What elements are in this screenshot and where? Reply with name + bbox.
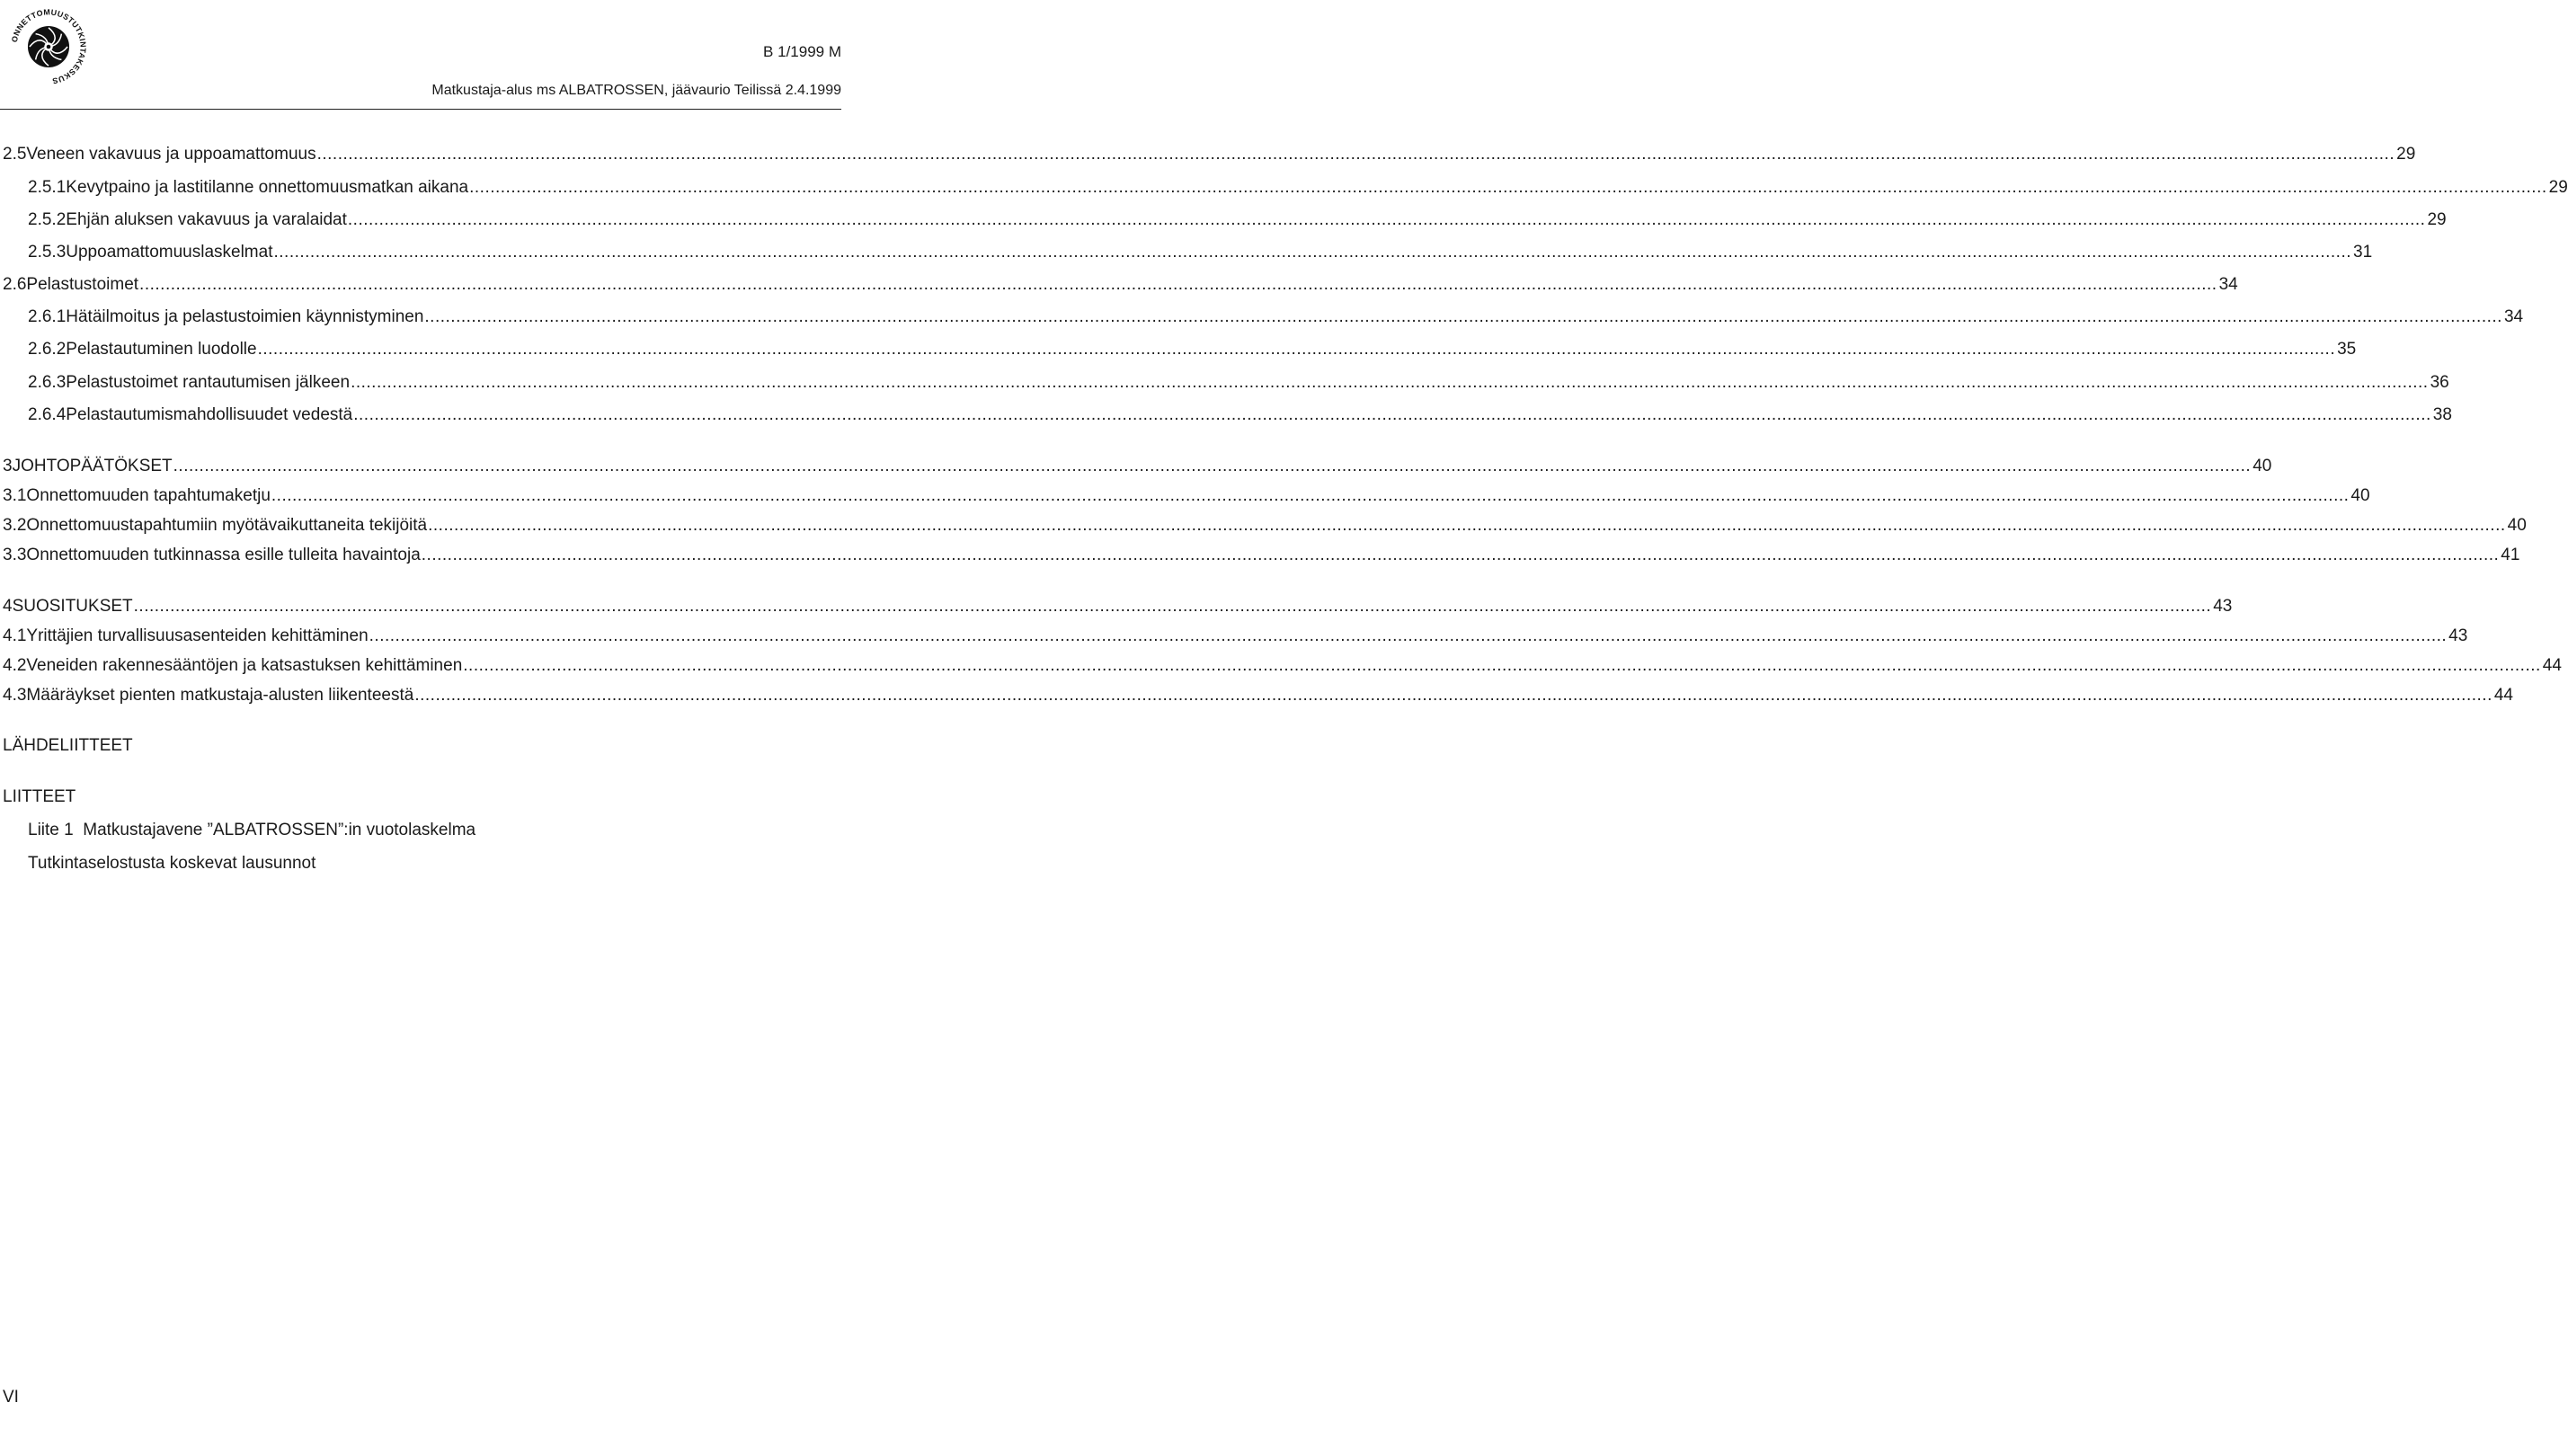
toc-page: 36 [2430,373,2449,392]
toc-page: 44 [2542,656,2562,675]
toc-number: 2.5 [3,145,27,164]
page-number: VI [3,1388,19,1407]
toc-leader: ................................................................................................................................................................................................................................................................................................................................................................................................................ [428,516,2506,535]
toc-leader: ................................................................................................................................................................................................................................................................................................................................................................................................................ [469,178,2547,197]
toc-entry[interactable] [0,653,2562,679]
toc-entry[interactable] [0,240,2373,265]
toc-entry[interactable] [0,594,2233,619]
toc-page: 29 [2427,210,2447,229]
toc-entry[interactable] [0,305,2524,330]
toc-number: 3.1 [3,486,27,505]
toc-leader: ................................................................................................................................................................................................................................................................................................................................................................................................................ [463,656,2541,675]
toc-number: 3 [3,457,13,475]
toc-entry[interactable] [0,337,2357,362]
toc-page: 29 [2396,145,2416,164]
toc-leader: ................................................................................................................................................................................................................................................................................................................................................................................................................ [421,546,2500,564]
toc-number: 3.3 [3,546,27,564]
toc-leader: ................................................................................................................................................................................................................................................................................................................................................................................................................ [257,340,2336,359]
toc-number: 4.2 [3,656,27,675]
toc-leader: ................................................................................................................................................................................................................................................................................................................................................................................................................ [424,307,2502,326]
toc-number: 2.5.2 [28,210,67,229]
toc-number: 3.2 [3,516,27,535]
toc-entry[interactable] [0,272,2238,297]
toc-leader: ................................................................................................................................................................................................................................................................................................................................................................................................................ [139,275,2217,294]
toc-number: 2.6.3 [28,373,67,392]
toc-leader: ................................................................................................................................................................................................................................................................................................................................................................................................................ [316,145,2395,164]
toc-title: Hätäilmoitus ja pelastustoimien käynnistyminen [66,307,424,326]
toc-leader: ................................................................................................................................................................................................................................................................................................................................................................................................................ [353,405,2431,424]
statements-entry[interactable]: Tutkintaselostusta koskevat lausunnot [28,854,316,873]
toc-page: 40 [2350,486,2370,505]
toc-title: Veneen vakavuus ja uppoamattomuus [26,145,316,164]
toc-title: Ehjän aluksen vakavuus ja varalaidat [66,210,347,229]
toc-page: 43 [2448,626,2468,645]
toc-leader: ................................................................................................................................................................................................................................................................................................................................................................................................................ [351,373,2429,392]
toc-page: 31 [2353,243,2373,262]
toc-title: Pelastautumismahdollisuudet vedestä [66,405,353,424]
toc-leader: ................................................................................................................................................................................................................................................................................................................................................................................................................ [347,210,2426,229]
toc-entry[interactable] [0,175,2568,200]
toc-number: 2.6 [3,275,27,294]
toc-entry[interactable] [0,683,2513,708]
document-code: B 1/1999 M [763,43,841,60]
references-heading: LÄHDELIITTEET [3,736,133,755]
toc-entry[interactable] [0,208,2447,233]
toc-number: 2.6.4 [28,405,67,424]
toc-number: 4.3 [3,686,27,705]
toc-number: 2.5.1 [28,178,67,197]
toc-title: Onnettomuustapahtumiin myötävaikuttaneita tekijöitä [26,516,428,535]
toc-title: Uppoamattomuuslaskelmat [66,243,273,262]
toc-entry[interactable] [0,513,2527,538]
toc-page: 41 [2501,546,2520,564]
toc-leader: ................................................................................................................................................................................................................................................................................................................................................................................................................ [173,457,2252,475]
toc-title: Pelastustoimet [26,275,139,294]
toc-page: 43 [2213,597,2233,616]
toc-title: SUOSITUKSET [12,597,133,616]
toc-leader: ................................................................................................................................................................................................................................................................................................................................................................................................................ [133,597,2212,616]
organization-logo [5,4,92,90]
toc-page: 38 [2432,405,2452,424]
appendices-heading: LIITTEET [3,787,76,806]
toc-title: Määräykset pienten matkustaja-alusten liikenteestä [26,686,414,705]
toc-leader: ................................................................................................................................................................................................................................................................................................................................................................................................................ [271,486,2350,505]
toc-leader: ................................................................................................................................................................................................................................................................................................................................................................................................................ [414,686,2492,705]
toc-title: Onnettomuuden tapahtumaketju [26,486,271,505]
toc-page: 44 [2493,686,2513,705]
toc-number: 4.1 [3,626,27,645]
toc-page: 40 [2253,457,2272,475]
toc-entry[interactable] [0,142,2416,167]
toc-entry[interactable] [0,543,2520,568]
header-divider [0,109,841,110]
toc-page: 29 [2548,178,2568,197]
toc-entry[interactable] [0,370,2449,395]
toc-entry[interactable] [0,403,2452,428]
logo-emblem-icon [5,4,92,90]
toc-page: 35 [2337,340,2357,359]
toc-number: 2.6.2 [28,340,67,359]
toc-page: 40 [2507,516,2527,535]
toc-title: Pelastautuminen luodolle [66,340,257,359]
toc-entry[interactable] [0,484,2370,509]
toc-page: 34 [2503,307,2524,326]
toc-title: Yrittäjien turvallisuusasenteiden kehittäminen [26,626,369,645]
toc-title: JOHTOPÄÄTÖKSET [12,457,173,475]
toc-leader: ................................................................................................................................................................................................................................................................................................................................................................................................................ [369,626,2448,645]
toc-title: Kevytpaino ja lastitilanne onnettomuusmatkan aikana [66,178,469,197]
toc-page: 34 [2218,275,2238,294]
toc-leader: ................................................................................................................................................................................................................................................................................................................................................................................................................ [273,243,2352,262]
toc-entry[interactable] [0,624,2468,649]
toc-number: 4 [3,597,13,616]
toc-entry[interactable] [0,454,2272,479]
toc-title: Pelastustoimet rantautumisen jälkeen [66,373,351,392]
toc-title: Onnettomuuden tutkinnassa esille tulleita havaintoja [26,546,421,564]
appendix-1-entry[interactable]: Liite 1 Matkustajavene ”ALBATROSSEN”:in vuotolaskelma [28,821,476,839]
document-title: Matkustaja-alus ms ALBATROSSEN, jäävaurio Teilissä 2.4.1999 [431,83,841,98]
toc-number: 2.5.3 [28,243,67,262]
svg-text:ONNETTOMUUSTUTKINTAKESKUS: ONNETTOMUUSTUTKINTAKESKUS [9,7,88,86]
toc-number: 2.6.1 [28,307,67,326]
toc-title: Veneiden rakennesääntöjen ja katsastuksen kehittäminen [26,656,463,675]
